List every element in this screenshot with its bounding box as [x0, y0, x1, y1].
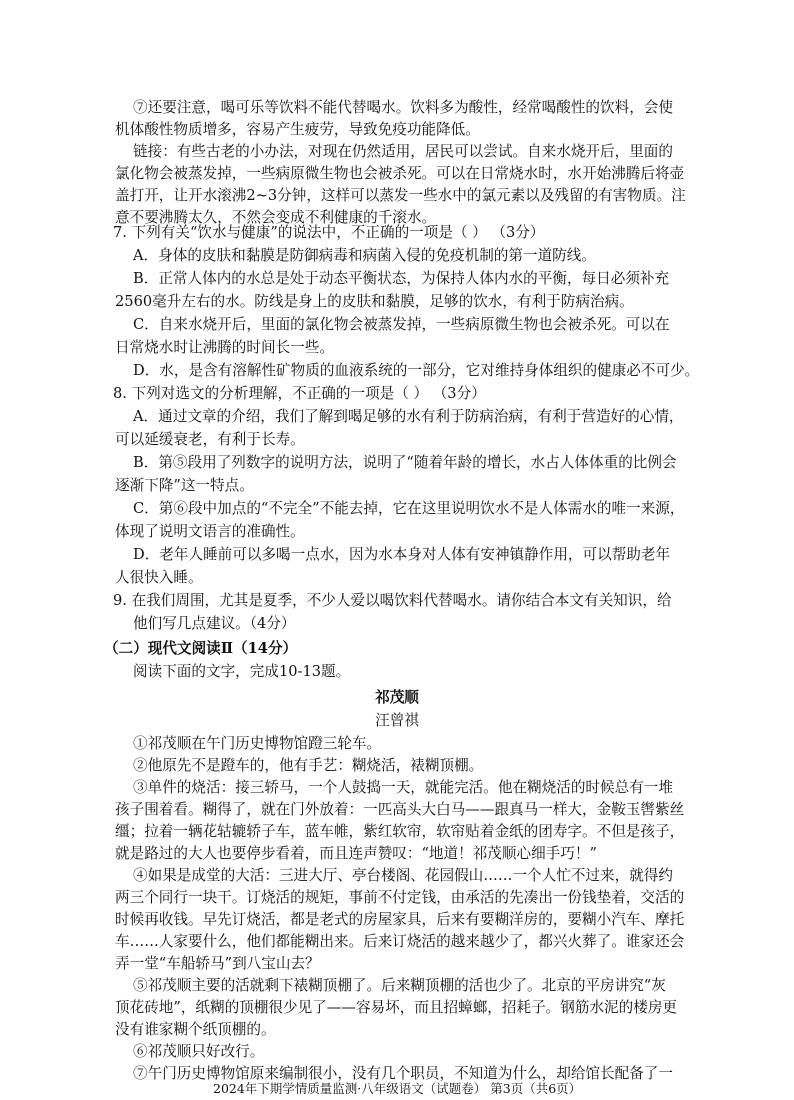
question-8: 8. 下列对选文的分析理解，不正确的一项是（ ） （3分） — [113, 385, 486, 402]
paragraph-line: 孩子围着看。糊得了，就在门外放着：一匹高头大白马——跟真马一样大，金鞍玉辔紫丝 — [115, 801, 685, 818]
paragraph-line: ④如果是成堂的大活：三进大厅、亭台楼阁、花园假山……一个人忙不过来，就得约 — [133, 867, 673, 884]
paragraph-line: 没有谁家糊个纸顶棚的。 — [115, 1021, 276, 1038]
paragraph-line: ⑥祁茂顺只好改行。 — [133, 1043, 265, 1060]
text-line: 人很快入睡。 — [115, 569, 203, 586]
paragraph-line: 车……人家要什么，他们都能糊出来。后来订烧活的越来越少了，都兴火葬了。谁家还会 — [115, 933, 685, 950]
paragraph-line: ⑤祁茂顺主要的活就剩下裱糊顶棚了。后来糊顶棚的活也少了。北京的平房讲究“灰 — [133, 977, 666, 994]
page-footer: 2024年下期学情质量监测·八年级语文（试题卷） 第3页（共6页） — [213, 1081, 582, 1096]
text-line: 氯化物会被蒸发掉，一些病原微生物也会被杀死。可以在日常烧水时，水开始沸腾后将壶 — [115, 165, 685, 182]
option-a: A．身体的皮肤和黏膜是防御病毒和病菌入侵的免疫机制的第一道防线。 — [133, 247, 596, 264]
text-line: 可以延缓衰老，有利于长寿。 — [115, 431, 305, 448]
article-title: 祁茂顺 — [375, 689, 419, 706]
text-line: 逐渐下降”这一特点。 — [115, 477, 254, 494]
text-line: 机体酸性物质增多，容易产生疲劳，导致免疫功能降低。 — [115, 121, 480, 138]
option-c: C．第⑥段中加点的“不完全”不能去掉，它在这里说明饮水不是人体需水的唯一来源， — [133, 500, 685, 517]
text-line: 2560毫升左右的水。防线是身上的皮肤和黏膜，足够的饮水，有利于防病治病。 — [115, 293, 634, 310]
text-line: 他们写几点建议。（4分） — [133, 615, 296, 632]
paragraph-line: 时候再收钱。早先订烧活，都是老式的房屋家具，后来有要糊洋房的，要糊小汽车、摩托 — [115, 911, 685, 928]
text-line: 链接：有些古老的小办法，对现在仍然适用，居民可以尝试。自来水烧开后，里面的 — [133, 143, 673, 160]
option-d: D．老年人睡前可以多喝一点水，因为水本身对人体有安神镇静作用，可以帮助老年 — [133, 546, 671, 563]
option-b: B．正常人体内的水总是处于动态平衡状态，为保持人体内水的平衡，每日必须补充 — [133, 270, 670, 287]
text-line: 体现了说明文语言的准确性。 — [115, 523, 305, 540]
paragraph-line: ⑦午门历史博物馆原来编制很小，没有几个职员，不知道为什么，却给馆长配备了一 — [133, 1065, 673, 1082]
paragraph-line: 缰；拉着一辆花轱辘轿子车，蓝车帷，紫红软帘，软帘贴着金纸的团寿字。不但是孩子， — [115, 823, 685, 840]
option-b: B．第⑤段用了列数字的说明方法，说明了“随着年龄的增长，水占人体体重的比例会 — [133, 454, 677, 471]
question-9: 9. 在我们周围，尤其是夏季，不少人爱以喝饮料代替喝水。请你结合本文有关知识，给 — [113, 592, 672, 609]
text-line: 意不要沸腾太久，不然会变成不利健康的千滚水。 — [115, 209, 437, 226]
option-d: D．水，是含有溶解性矿物质的血液系统的一部分，它对维持身体组织的健康必不可少。 — [133, 362, 700, 379]
paragraph-line: 两三个同行一块干。订烧活的规矩，事前不付定钱，由承活的先凑出一份钱垫着，交活的 — [115, 889, 685, 906]
option-a: A．通过文章的介绍，我们了解到喝足够的水有利于防病治病，有利于营造好的心情， — [133, 408, 684, 425]
instruction: 阅读下面的文字，完成10-13题。 — [133, 663, 351, 680]
paragraph-line: 顶花砖地”，纸糊的顶棚很少见了——容易坏，而且招蟑螂，招耗子。钢筋水泥的楼房更 — [115, 999, 678, 1016]
paragraph-line: 就是路过的大人也要停步看着，而且连声赞叹：“地道！祁茂顺心细手巧！” — [115, 845, 597, 862]
option-c: C．自来水烧开后，里面的氯化物会被蒸发掉，一些病原微生物也会被杀死。可以在 — [133, 316, 670, 333]
question-7: 7. 下列有关“饮水与健康”的说法中，不正确的一项是（ ） （3分） — [113, 224, 545, 241]
text-line: 日常烧水时让沸腾的时间长一些。 — [115, 339, 334, 356]
paragraph-line: ③单件的烧活：接三轿马，一个人鼓捣一天，就能完活。他在糊烧活的时候总有一堆 — [133, 779, 673, 796]
text-line: ⑦还要注意，喝可乐等饮料不能代替喝水。饮料多为酸性，经常喝酸性的饮料，会使 — [133, 99, 673, 116]
text-line: 盖打开，让开水滚沸2~3分钟，这样可以蒸发一些水中的氯元素以及残留的有害物质。注 — [115, 187, 686, 204]
paragraph-line: 弄一堂“车船轿马”到八宝山去？ — [115, 955, 320, 972]
article-author: 汪曾祺 — [375, 712, 419, 729]
section-heading: （二）现代文阅读Ⅱ（14分） — [104, 640, 298, 657]
paragraph-line: ②他原先不是蹬车的，他有手艺：糊烧活，裱糊顶棚。 — [133, 757, 484, 774]
paragraph-line: ①祁茂顺在午门历史博物馆蹬三轮车。 — [133, 735, 382, 752]
